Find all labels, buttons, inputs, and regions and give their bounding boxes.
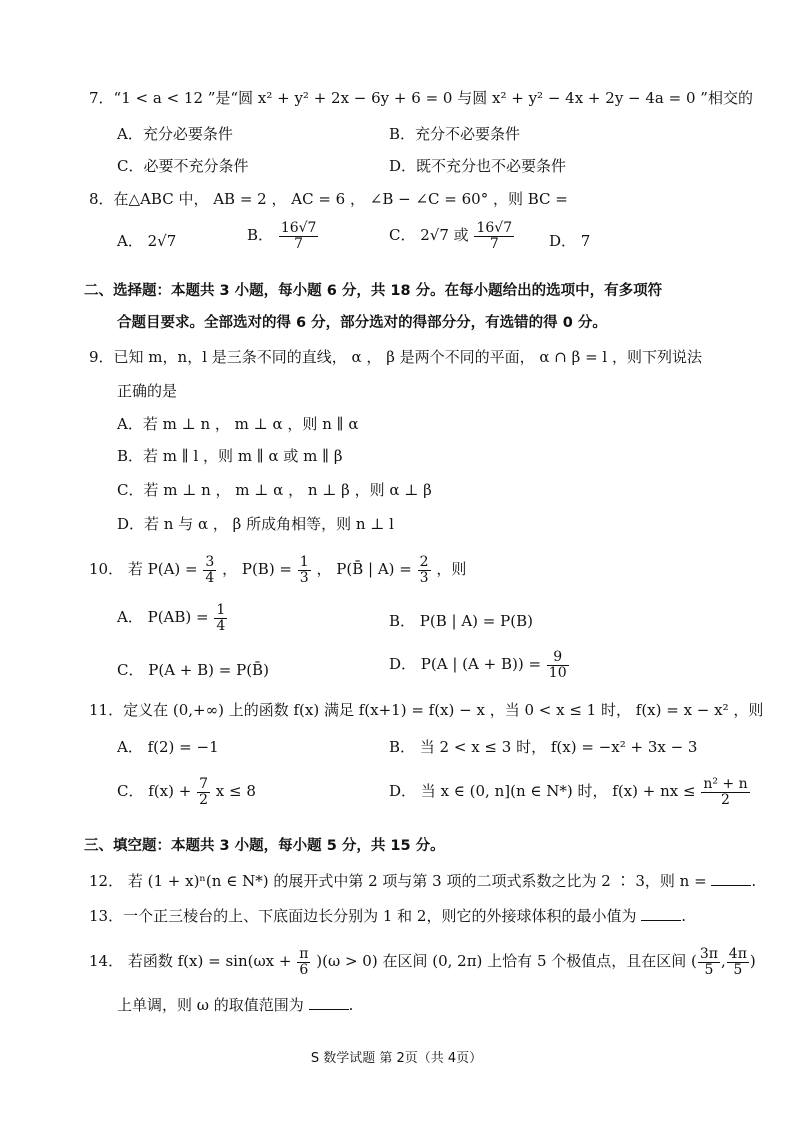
q12-body: 12． 若 (1 + x)ⁿ(n ∈ N*) 的展开式中第 2 项与第 3 项的二项式系数之比为 2 ∶ 3，则 n =	[89, 872, 707, 890]
q11-stem: 11．定义在 (0,+∞) 上的函数 f(x) 满足 f(x+1) = f(x) − x ，当 0 < x ≤ 1 时， f(x) = x − x² ，则	[89, 701, 764, 719]
q11-d-pre: D． 当 x ∈ (0, n](n ∈ N*) 时， f(x) + nx ≤	[389, 782, 696, 801]
q10-a-num: 1	[216, 602, 226, 618]
q10-frac3-num: 2	[419, 554, 429, 570]
q14-frac1	[297, 947, 310, 977]
q10-pre: 10． 若 P(A) =	[89, 560, 198, 579]
q7-stem: 7．“1 < a < 12 ”是“圆 x² + y² + 2x − 6y + 6 = 0 与圆 x² + y² − 4x + 2y − 4a = 0 ”相交的	[89, 89, 753, 107]
q8-b-den: 7	[294, 235, 304, 252]
q10-frac2	[298, 555, 311, 585]
q11-c-pre: C． f(x) +	[117, 782, 192, 801]
q11-d-den: 2	[721, 791, 730, 808]
q8-c-den: 7	[489, 235, 499, 252]
q14-frac3-num: 4π	[728, 946, 747, 962]
q10-frac2-den: 3	[299, 569, 309, 586]
q10-a-label: A． P(AB) =	[117, 608, 209, 627]
q9-stem-line1: 9．已知 m，n，l 是三条不同的直线， α ， β 是两个不同的平面， α ∩ β = l ，则下列说法	[89, 348, 702, 366]
q14-frac1-den: 6	[299, 961, 309, 978]
q7-option-d: D．既不充分也不必要条件	[389, 157, 567, 175]
section3-heading: 三、填空题：本题共 3 小题，每小题 5 分，共 15 分。	[84, 838, 445, 854]
q10-option-d	[389, 650, 570, 680]
q10-frac3	[418, 555, 431, 585]
q8-stem: 8．在△ABC 中， AB = 2 ， AC = 6 ， ∠B − ∠C = 60° ，则 BC =	[89, 190, 568, 208]
q10-option-b: B． P(B | A) = P(B)	[389, 612, 533, 630]
q14-end: .	[348, 996, 354, 1014]
q10-frac1-den: 4	[205, 569, 215, 586]
q8-b-fraction	[279, 221, 319, 251]
q8-option-d: D． 7	[549, 232, 591, 250]
q10-d-num: 9	[547, 650, 569, 666]
q7-option-b: B．充分不必要条件	[389, 125, 521, 143]
q10-a-den: 4	[216, 617, 226, 634]
q10-frac3-den: 3	[419, 569, 429, 586]
q13-body: 13．一个正三棱台的上、下底面边长分别为 1 和 2，则它的外接球体积的最小值为	[89, 907, 637, 925]
q10-stem	[89, 555, 466, 585]
q9-option-c: C．若 m ⊥ n ， m ⊥ α ， n ⊥ β ，则 α ⊥ β	[117, 481, 432, 499]
q10-frac1	[203, 555, 216, 585]
q11-option-c	[117, 777, 256, 807]
q14-frac1-num: π	[299, 946, 309, 962]
q12-text	[89, 871, 756, 891]
q9-option-d: D．若 n 与 α ， β 所成角相等，则 n ⊥ l	[117, 515, 394, 533]
q13-answer-blank[interactable]	[641, 906, 681, 921]
q14-post: )	[749, 952, 756, 971]
q8-c-fraction	[474, 221, 514, 251]
q11-c-den: 2	[199, 791, 209, 808]
q14-line2	[117, 995, 353, 1015]
q10-mid1: ， P(B) =	[222, 560, 293, 579]
q12-end: .	[751, 872, 757, 890]
q8-b-label: B．	[247, 226, 274, 245]
q10-d-label: D． P(A | (A + B)) =	[389, 655, 542, 674]
q8-option-c	[389, 221, 515, 251]
q11-option-b: B． 当 2 < x ≤ 3 时， f(x) = −x² + 3x − 3	[389, 738, 698, 756]
q11-c-post: x ≤ 8	[215, 782, 256, 801]
q14-frac2-num: 3π	[699, 946, 718, 962]
q14-line2-body: 上单调，则 ω 的取值范围为	[117, 996, 304, 1014]
q11-c-num: 7	[199, 776, 209, 792]
q10-frac1-num: 3	[205, 554, 215, 570]
q10-post: ，则	[436, 560, 467, 579]
q10-frac2-num: 1	[299, 554, 309, 570]
q14-frac2-den: 5	[704, 961, 714, 978]
q10-d-fraction	[547, 650, 569, 680]
q9-option-a: A．若 m ⊥ n ， m ⊥ α ，则 n ∥ α	[117, 415, 359, 433]
q10-option-a	[117, 603, 228, 633]
q7-option-c: C．必要不充分条件	[117, 157, 249, 175]
q14-comma: ,	[721, 952, 726, 971]
q9-stem-line2: 正确的是	[117, 382, 178, 400]
q13-text	[89, 906, 686, 926]
q14-mid: )(ω > 0) 在区间 (0, 2π) 上恰有 5 个极值点，且在区间 (	[316, 952, 697, 971]
q10-d-den: 10	[548, 664, 567, 681]
section2-heading-line2: 合题目要求。全部选对的得 6 分，部分选对的得部分分，有选错的得 0 分。	[117, 315, 607, 331]
q8-option-a: A． 2√7	[117, 232, 177, 250]
page-footer: S 数学试题 第 2页（共 4页）	[310, 1051, 483, 1066]
q7-option-a: A．充分必要条件	[117, 125, 233, 143]
q14-frac2	[698, 947, 720, 977]
q14-frac3	[727, 947, 749, 977]
q11-d-num: n² + n	[703, 776, 748, 792]
q11-option-a: A． f(2) = −1	[117, 738, 219, 756]
q10-option-c: C． P(A + B) = P(B̄)	[117, 661, 269, 679]
q8-b-num: 16√7	[280, 220, 317, 236]
q9-option-b: B．若 m ∥ l ，则 m ∥ α 或 m ∥ β	[117, 447, 343, 465]
q13-end: .	[681, 907, 687, 925]
q11-option-d	[389, 777, 751, 807]
q8-c-num: 16√7	[476, 220, 513, 236]
q12-answer-blank[interactable]	[711, 871, 751, 886]
q8-option-b	[247, 221, 319, 251]
q10-mid2: ， P(B̄ | A) =	[316, 560, 412, 579]
q10-a-fraction	[214, 603, 227, 633]
section2-heading-line1: 二、选择题：本题共 3 小题，每小题 6 分，共 18 分。在每小题给出的选项中，有多项符	[84, 283, 663, 299]
q11-d-fraction	[701, 777, 749, 807]
q14-line1	[89, 947, 756, 977]
q14-pre: 14． 若函数 f(x) = sin(ωx +	[89, 952, 292, 971]
q11-c-fraction	[197, 777, 210, 807]
q8-c-label: C． 2√7 或	[389, 226, 469, 245]
q14-frac3-den: 5	[733, 961, 743, 978]
q14-answer-blank[interactable]	[309, 995, 349, 1010]
